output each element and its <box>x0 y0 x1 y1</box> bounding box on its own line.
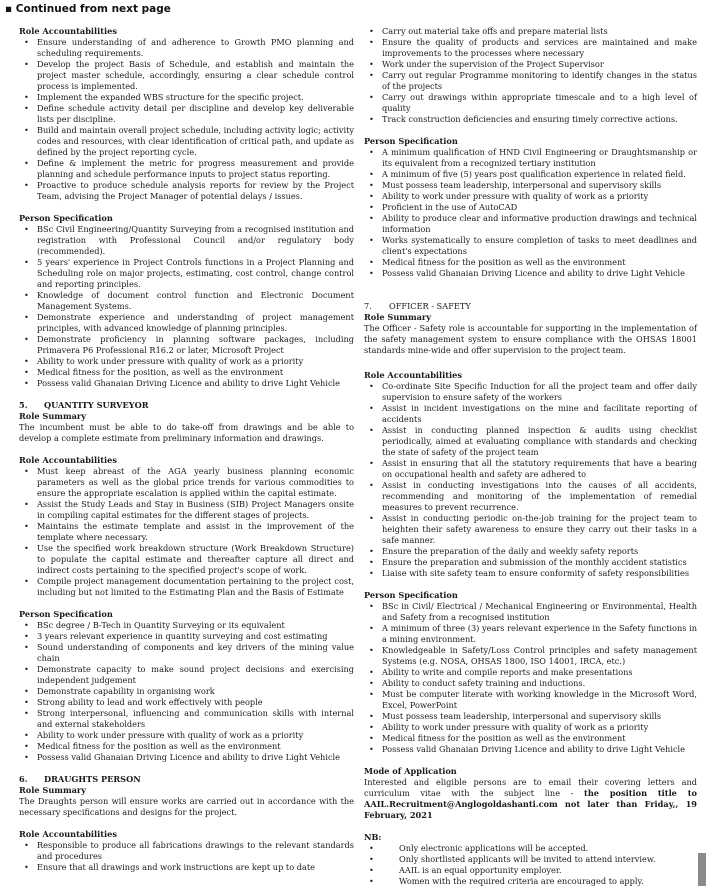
list-item: • Demonstrate experience and understanding of project management principles, with advanced knowledge of planning principles. <box>19 312 354 334</box>
section-heading: Role Accountabilities <box>19 455 117 465</box>
bullet-list <box>19 620 354 763</box>
list-item: • Work under the supervision of the Project Supervisor <box>364 59 697 70</box>
list-item: • Medical fitness for the position as well as the environment <box>364 257 697 268</box>
list-item: • Define & implement the metric for progress measurement and provide planning and schedule performance inputs to project status reporting. <box>19 158 354 180</box>
qs-role-accountabilities <box>19 455 354 598</box>
list-item: • Ensure the preparation and submission of the monthly accident statistics <box>364 557 697 568</box>
list-item: • Ability to write and compile reports and make presentations <box>364 667 697 678</box>
list-item: • Proficient in the use of AutoCAD <box>364 202 697 213</box>
draughts-person-section <box>19 774 354 818</box>
application-text: Interested and eligible persons are to email their covering letters and curriculum vitae with the subject line - <box>364 777 697 798</box>
list-item: • Track construction deficiencies and ensuring timely corrective actions. <box>364 114 697 125</box>
list-item: • Must be computer literate with working knowledge in the Microsoft Word, Excel, PowerPoint <box>364 689 697 711</box>
job-title <box>19 400 354 411</box>
list-item: • Medical fitness for the position as well as the environment <box>364 733 697 744</box>
list-item: • Demonstrate capacity to make sound project decisions and exercising independent judgement <box>19 664 354 686</box>
list-item: • Women with the required criteria are encouraged to apply. <box>364 876 697 887</box>
bullet-list <box>364 601 697 755</box>
section-heading: Role Accountabilities <box>19 26 117 36</box>
job-title-text: QUANTITY SURVEYOR <box>44 400 149 410</box>
list-item: • A minimum of five (5) years post qualification experience in related field. <box>364 169 697 180</box>
dp-accountabilities-continued <box>364 26 697 125</box>
list-item: • Works systematically to ensure completion of tasks to meet deadlines and client's expectations <box>364 235 697 257</box>
role-summary: The incumbent must be able to do take-off from drawings and be able to develop a complete estimate from preliminary information and drawings. <box>19 422 354 443</box>
list-item: • BSc Civil Engineering/Quantity Surveying from a recognised institution and registration with Professional Council and/or regulatory body (recommended). <box>19 224 354 257</box>
section-heading: Role Summary <box>364 312 432 322</box>
job-number: 7. <box>364 301 372 311</box>
section-heading: NB: <box>364 832 382 842</box>
list-item: • AAIL is an equal opportunity employer. <box>364 865 697 876</box>
continued-header: ▪ Continued from next page <box>5 3 171 15</box>
right-column <box>364 26 697 886</box>
job-title <box>364 301 697 312</box>
list-item: • Possess valid Ghanaian Driving Licence and ability to drive Light Vehicle <box>19 378 354 389</box>
list-item: • Assist in ensuring that all the statutory requirements that have a bearing on occupational health and safety are adhered to <box>364 458 697 480</box>
mode-of-application <box>364 766 697 821</box>
list-item: • Carry out material take offs and prepare material lists <box>364 26 697 37</box>
section-heading: Person Specification <box>19 213 113 223</box>
list-item: • Strong ability to lead and work effectively with people <box>19 697 354 708</box>
list-item: • BSc degree / B-Tech in Quantity Surveying or its equivalent <box>19 620 354 631</box>
bullet-list <box>364 26 697 125</box>
page-edge-bar <box>698 853 706 886</box>
list-item: • Demonstrate proficiency in planning software packages, including Primavera P6 Professional R16.2 or later, Microsoft Project <box>19 334 354 356</box>
list-item: • Ensure the preparation of the daily and weekly safety reports <box>364 546 697 557</box>
officer-safety-section <box>364 301 697 356</box>
list-item: • Proactive to produce schedule analysis reports for review by the Project Team, advising the Project Manager of potential delays / issues. <box>19 180 354 202</box>
bullet-list <box>364 147 697 279</box>
list-item: • Carry out drawings within appropriate timescale and to a high level of quality <box>364 92 697 114</box>
section-heading: Role Summary <box>19 785 87 795</box>
list-item: • Assist in incident investigations on the mine and facilitate reporting of accidents <box>364 403 697 425</box>
quantity-surveyor-section <box>19 400 354 444</box>
list-item: • Ability to work under pressure with quality of work as a priority <box>19 730 354 741</box>
list-item: • 3 years relevant experience in quantity surveying and cost estimating <box>19 631 354 642</box>
section-heading: Person Specification <box>364 136 458 146</box>
role-summary: The Officer - Safety role is accountable for supporting in the implementation of the safety management system to ensure compliance with the OHSAS 18001 standards mine-wide and offer supervision to the project team. <box>364 323 697 355</box>
list-item: • A minimum of three (3) years relevant experience in the Safety functions in a mining environment. <box>364 623 697 645</box>
list-item: • Must keep abreast of the AGA yearly business planning economic parameters as well as the global price trends for various commodities to ensure the appropriate escalation is applied within the capital estimate. <box>19 466 354 499</box>
section-heading: Mode of Application <box>364 766 457 776</box>
job-title <box>19 774 354 785</box>
list-item: • Use the specified work breakdown structure (Work Breakdown Structure) to populate the capital estimate and thereafter capture all direct and indirect costs pertaining to the specified project's scope of work. <box>19 543 354 576</box>
list-item: • Ability to work under pressure with quality of work as a priority <box>19 356 354 367</box>
nb-section <box>364 832 697 887</box>
list-item: • Medical fitness for the position, as well as the environment <box>19 367 354 378</box>
bullet-list <box>19 466 354 598</box>
os-person-specification <box>364 590 697 755</box>
list-item: • Knowledge of document control function and Electronic Document Management Systems. <box>19 290 354 312</box>
list-item: • Liaise with site safety team to ensure conformity of safety responsibilities <box>364 568 697 579</box>
list-item: • Compile project management documentation pertaining to the project cost, including but not limited to the Estimating Plan and the Basis of Estimate <box>19 576 354 598</box>
list-item: • Assist in conducting planned inspection & audits using checklist periodically, aimed at evaluating compliance with standards and checking the state of safety of the project team <box>364 425 697 458</box>
application-email-deadline: the position title to AAIL.Recruitment@Anglogoldashanti.com not later than Friday,, 19 February, 2021 <box>364 788 697 820</box>
job-title-text: DRAUGHTS PERSON <box>44 774 141 784</box>
list-item: • Maintains the estimate template and assist in the improvement of the template where necessary. <box>19 521 354 543</box>
list-item: • Ensure that all drawings and work instructions are kept up to date <box>19 862 354 873</box>
left-column <box>19 26 354 882</box>
list-item: • Ensure the quality of products and services are maintained and make improvements to the processes where necessary <box>364 37 697 59</box>
list-item: • Ensure understanding of and adherence to Growth PMO planning and scheduling requirements. <box>19 37 354 59</box>
section-heading: Role Summary <box>19 411 87 421</box>
list-item: • A minimum qualification of HND Civil Engineering or Draughtsmanship or its equivalent from a recognized tertiary institution <box>364 147 697 169</box>
list-item: • BSc in Civil/ Electrical / Mechanical Engineering or Environmental, Health and Safety from a recognised institution <box>364 601 697 623</box>
list-item: • Only electronic applications will be accepted. <box>364 843 697 854</box>
list-item: • Implement the expanded WBS structure for the specific project. <box>19 92 354 103</box>
dp-role-accountabilities <box>19 829 354 873</box>
list-item: • Only shortlisted applicants will be invited to attend interview. <box>364 854 697 865</box>
section-heading: Role Accountabilities <box>364 370 462 380</box>
section-heading: Person Specification <box>19 609 113 619</box>
job-number: 5. <box>19 400 28 410</box>
list-item: • Strong interpersonal, influencing and communication skills with internal and external stakeholders <box>19 708 354 730</box>
qs-person-specification <box>19 609 354 763</box>
list-item: • Ability to work under pressure with quality of work as a priority <box>364 191 697 202</box>
job-title-text: OFFICER - SAFETY <box>389 301 471 311</box>
list-item: • Assist in conducting investigations into the causes of all accidents, recommending and monitoring of the implementation of remedial measures to prevent recurrence. <box>364 480 697 513</box>
list-item: • 5 years' experience in Project Controls functions in a Project Planning and Scheduling role on major projects, estimating, cost control, change control and reporting principles. <box>19 257 354 290</box>
list-item: • Must possess team leadership, interpersonal and supervisory skills <box>364 180 697 191</box>
list-item: • Sound understanding of components and key drivers of the mining value chain <box>19 642 354 664</box>
list-item: • Assist in conducting periodic on-the-job training for the project team to heighten their safety awareness to ensure they carry out their tasks in a safe manner. <box>364 513 697 546</box>
section-heading: Role Accountabilities <box>19 829 117 839</box>
list-item: • Possess valid Ghanaian Driving Licence and ability to drive Light Vehicle <box>19 752 354 763</box>
list-item: • Carry out regular Programme monitoring to identify changes in the status of the projects <box>364 70 697 92</box>
bullet-list <box>19 224 354 389</box>
list-item: • Develop the project Basis of Schedule, and establish and maintain the project master schedule, accordingly, ensuring a clear schedule control process is implemented. <box>19 59 354 92</box>
planner-person-specification <box>19 213 354 389</box>
planner-role-accountabilities <box>19 26 354 202</box>
list-item: • Define schedule activity detail per discipline and develop key deliverable lists per discipline. <box>19 103 354 125</box>
os-role-accountabilities <box>364 370 697 579</box>
dp-person-specification <box>364 136 697 279</box>
list-item: • Demonstrate capability in organising work <box>19 686 354 697</box>
list-item: • Build and maintain overall project schedule, including activity logic; activity codes and resources, with clear identification of critical path, and update as defined by the project reporting cycle. <box>19 125 354 158</box>
list-item: • Ability to conduct safety training and inductions. <box>364 678 697 689</box>
job-number: 6. <box>19 774 28 784</box>
list-item: • Ability to work under pressure with quality of work as a priority <box>364 722 697 733</box>
list-item: • Possess valid Ghanaian Driving Licence and ability to drive Light Vehicle <box>364 268 697 279</box>
list-item: • Co-ordinate Site Specific Induction for all the project team and offer daily supervision to ensure safety of the workers <box>364 381 697 403</box>
list-item: • Possess valid Ghanaian Driving Licence and ability to drive Light Vehicle <box>364 744 697 755</box>
list-item: • Medical fitness for the position as well as the environment <box>19 741 354 752</box>
role-summary: The Draughts person will ensure works are carried out in accordance with the necessary specifications and designs for the project. <box>19 796 354 817</box>
bullet-list <box>364 381 697 579</box>
application-instructions <box>364 777 697 821</box>
list-item: • Responsible to produce all fabrications drawings to the relevant standards and procedures <box>19 840 354 862</box>
list-item: • Ability to produce clear and informative production drawings and technical information <box>364 213 697 235</box>
list-item: • Must possess team leadership, interpersonal and supervisory skills <box>364 711 697 722</box>
list-item: • Assist the Study Leads and Stay in Business (SIB) Project Managers onsite in compiling capital estimates for the different stages of projects. <box>19 499 354 521</box>
bullet-list <box>19 840 354 873</box>
list-item: • Knowledgeable in Safety/Loss Control principles and safety management Systems (e.g. NOSA, OHSAS 1800, ISO 14001, IRCA, etc.) <box>364 645 697 667</box>
section-heading: Person Specification <box>364 590 458 600</box>
nb-list <box>364 843 697 887</box>
bullet-list <box>19 37 354 202</box>
